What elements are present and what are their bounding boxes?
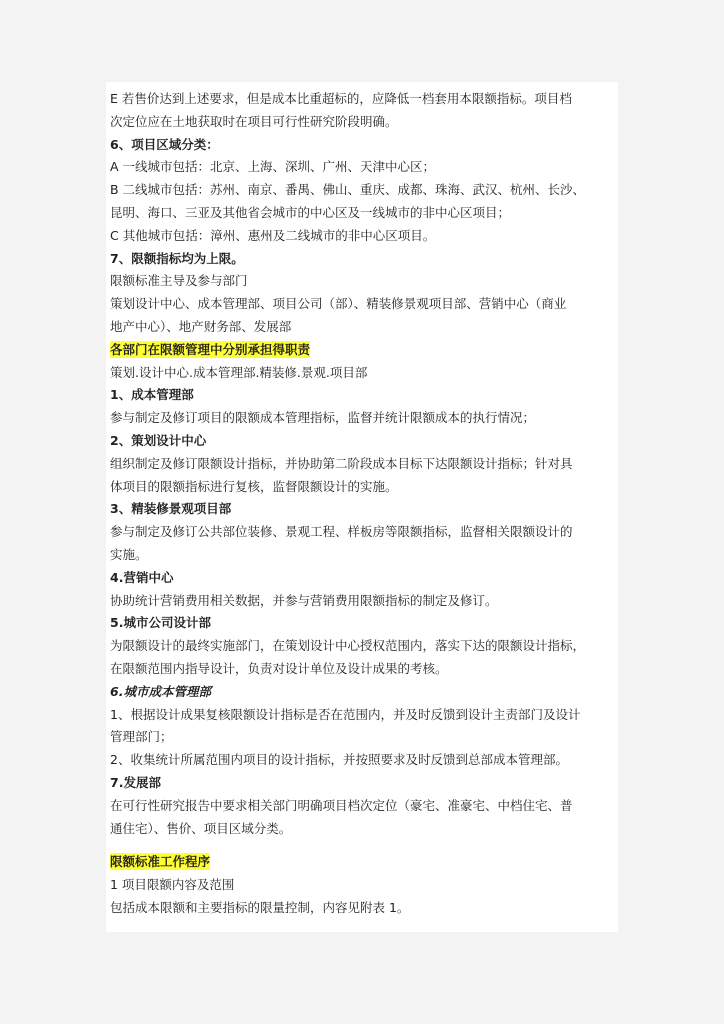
paragraph-line: 体项目的限额指标进行复核，监督限额设计的实施。 [110,478,398,494]
paragraph-line: 策划.设计中心.成本管理部.精装修.景观.项目部 [110,364,368,380]
department-heading: 2、策划设计中心 [110,432,207,448]
highlight-text: 限额标准工作程序 [110,854,211,870]
department-heading: 5.城市公司设计部 [110,615,211,631]
highlighted-heading [110,339,626,362]
paragraph-line: E 若售价达到上述要求，但是成本比重超标的，应降低一档套用本限额指标。项目档 [110,91,572,106]
paragraph-line: 1、根据设计成果复核限额设计指标是否在范围内，并及时反馈到设计主责部门及设计 [110,706,581,722]
paragraph-line: 地产中心）、地产财务部、发展部 [110,318,292,334]
paragraph-line: 1 项目限额内容及范围 [110,877,235,893]
paragraph-line: 2、收集统计所属范围内项目的设计指标，并按照要求及时反馈到总部成本管理部。 [110,752,568,768]
list-item: C 其他城市包括：漳州、惠州及二线城市的非中心区项目。 [110,227,436,243]
department-heading: 3、精装修景观项目部 [110,501,232,517]
document-page [106,82,618,932]
list-item: 昆明、海口、三亚及其他省会城市的中心区及一线城市的非中心区项目； [110,204,511,220]
paragraph-line: 在限额范围内指导设计，负责对设计单位及设计成果的考核。 [110,660,448,676]
paragraph-line: 参与制定及修订公共部位装修、景观工程、样板房等限额指标，监督相关限额设计的 [110,524,573,540]
paragraph-line: 包括成本限额和主要指标的限量控制，内容见附表 1。 [110,899,410,915]
document-body [110,88,626,920]
list-item: B 二线城市包括：苏州、南京、番禺、佛山、重庆、成都、珠海、武汉、杭州、长沙、 [110,182,586,198]
highlighted-heading [110,851,626,874]
paragraph-line: 组织制定及修订限额设计指标，并协助第二阶段成本目标下达限额设计指标；针对具 [110,455,573,471]
highlight-text: 各部门在限额管理中分别承担得职责 [110,341,311,357]
paragraph-line: 限额标准主导及参与部门 [110,273,248,289]
paragraph-line: 次定位应在土地获取时在项目可行性研究阶段明确。 [110,113,398,129]
department-heading: 6.城市成本管理部 [110,683,211,699]
department-heading: 7.发展部 [110,774,161,790]
paragraph-line: 参与制定及修订项目的限额成本管理指标，监督并统计限额成本的执行情况； [110,410,536,426]
paragraph-line: 实施。 [110,546,148,562]
paragraph-line: 管理部门； [110,729,173,745]
department-heading: 1、成本管理部 [110,387,194,403]
paragraph-line: 在可行性研究报告中要求相关部门明确项目档次定位（豪宅、准豪宅、中档住宅、普 [110,797,573,813]
list-item: A 一线城市包括：北京、上海、深圳、广州、天津中心区； [110,159,436,175]
paragraph-line: 为限额设计的最终实施部门，在策划设计中心授权范围内，落实下达的限额设计指标， [110,638,586,654]
paragraph-line: 协助统计营销费用相关数据，并参与营销费用限额指标的制定及修订。 [110,592,498,608]
paragraph-gap [110,840,626,851]
department-heading: 4.营销中心 [110,569,174,585]
paragraph-line: 策划设计中心、成本管理部、项目公司（部）、精装修景观项目部、营销中心（商业 [110,296,567,312]
section-heading: 7、限额指标均为上限。 [110,250,244,266]
section-heading: 6、项目区域分类： [110,136,219,152]
paragraph-line: 通住宅）、售价、项目区域分类。 [110,820,292,836]
